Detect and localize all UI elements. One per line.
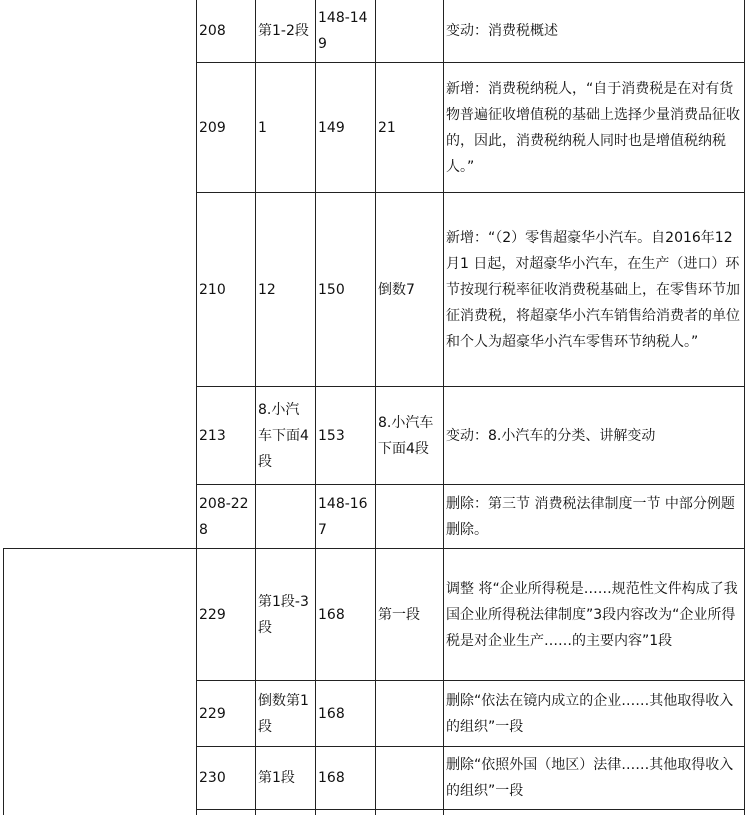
page-cell: 229 (199, 606, 226, 623)
line-cell (376, 485, 443, 548)
change-cell: 新增：“（2）零售超豪华小汽车。自2016年12月1 日起，对超豪华小汽车，在生产（进口）环节按现行税率征收消费税基础上，在零售环节加征消费税，将超豪华小汽车销售给消费者的单位和个人为超豪华小汽车零售环节纳税人。” (446, 229, 740, 350)
book-page-cell: 148-167 (318, 495, 368, 538)
book-page-cell: 153 (318, 427, 345, 444)
line-cell (376, 681, 443, 746)
change-cell: 新增：消费税纳税人，“自于消费税是在对有货物普遍征收增值税的基础上选择少量消费品征收的，因此，消费税纳税人同时也是增值税纳税人。” (446, 80, 740, 175)
col-divider (744, 0, 745, 815)
page-cell: 213 (199, 427, 226, 444)
paragraph-cell: 倒数第1段 (258, 692, 309, 735)
col-divider (3, 548, 4, 815)
paragraph-cell: 第1段-3段 (258, 593, 309, 636)
paragraph-cell: 8.小汽车下面4段 (258, 401, 309, 470)
line-cell: 8.小汽车下面4段 (378, 414, 434, 457)
book-page-cell: 149 (318, 119, 345, 136)
book-page-cell: 168 (318, 606, 345, 623)
paragraph-cell: 12 (258, 281, 276, 298)
book-page-cell: 168 (318, 770, 345, 786)
line-cell (376, 0, 443, 62)
change-cell: 调整 将“企业所得税是……规范性文件构成了我国企业所得税法律制度”3段内容改为“企业所得税是对企业生产……的主要内容”1段 (446, 580, 738, 649)
paragraph-cell: 第1-2段 (258, 23, 309, 39)
page-cell: 209 (199, 119, 226, 136)
line-cell (376, 747, 443, 809)
line-cell: 第一段 (378, 606, 420, 623)
change-cell: 删除“依照外国（地区）法律……其他取得收入的组织”一段 (446, 757, 734, 799)
change-cell: 变动：消费税概述 (446, 23, 558, 39)
line-cell: 倒数7 (378, 281, 415, 298)
change-cell: 删除“依法在镜内成立的企业……其他取得收入的组织”一段 (446, 692, 734, 735)
line-cell: 21 (378, 119, 396, 136)
page-cell: 208 (199, 23, 226, 39)
paragraph-cell: 第1段 (258, 770, 295, 786)
paragraph-cell: 1 (258, 119, 267, 136)
change-cell: 变动：8.小汽车的分类、讲解变动 (446, 427, 656, 444)
paragraph-cell (256, 485, 315, 548)
page-cell: 230 (199, 770, 226, 786)
page-cell: 229 (199, 705, 226, 722)
change-cell: 删除：第三节 消费税法律制度一节 中部分例题删除。 (446, 495, 735, 538)
row-divider (196, 809, 745, 810)
book-page-cell: 148-149 (318, 10, 368, 52)
page-cell: 210 (199, 281, 226, 298)
book-page-cell: 150 (318, 281, 345, 298)
book-page-cell: 168 (318, 705, 345, 722)
page-cell: 208-228 (199, 495, 249, 538)
